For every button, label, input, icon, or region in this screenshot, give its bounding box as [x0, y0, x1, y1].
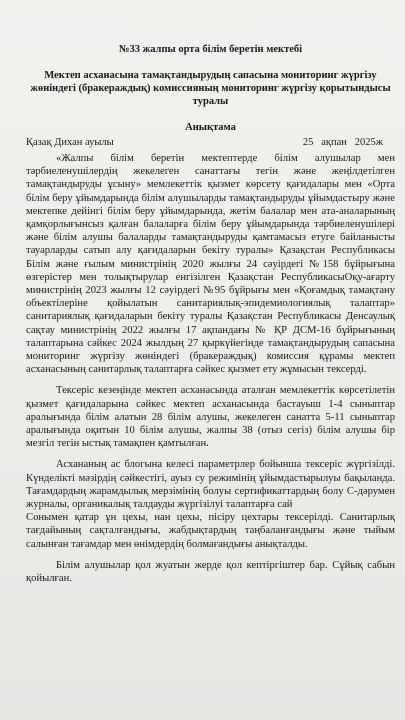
- paragraph-5: Білім алушылар қол жуатын жерде қол кептіргіштер бар. Сұйық сабын қойылған.: [26, 559, 395, 585]
- paragraph-4: Сонымен қатар ұн цехы, нан цехы, пісіру цехтары тексерілді. Санитарлық тағдайының сақталғандығы, жабдықтардың таңбаланғандығы және тыйым салынған тағамдар мен өнімдердің болмағандығы анықталды.: [26, 512, 395, 550]
- paragraph-3: Асхананың ас блогына келесі параметрлер бойынша тексеріс жүргізілді. Күнделікті мәзірдің сәйкестігі, ауыз су режимінің ұйымдастырылуы бақыланда. Тағамдардың жарамдылық мерзімінің болуы сертификаттардың болу С-дәрумен журналы, органикалық талдауды жүргізілуі талаптарға сай: [26, 459, 395, 511]
- place: Қазақ Дихан ауылы: [26, 137, 114, 148]
- date: 25 ақпан 2025ж: [302, 137, 383, 148]
- school-name: №33 жалпы орта білім беретін мектебі: [118, 44, 303, 55]
- place-date-line: [26, 137, 383, 148]
- document-subject: Мектеп асханасына тамақтандырудың сапасына мониторинг жүргізу жөніндегі (бракераждық) комиссияның мониторинг жүргізу қорытындысы туралы: [30, 70, 391, 107]
- document-body: [26, 152, 395, 585]
- paragraph-2: Тексеріс кезеңінде мектеп асханасында аталған мемлекеттік көрсетілетін қызмет қағидаларына сәйкес мектеп асханасында бастауыш 1-4 сыныптар аралығында білім алатын 28 білім алушы, жекелеген санатта 5-11 сыныптар аралығында оқитын 10 білім алушы, жалпы 38 (отыз сегіз) білім алушы бір мезгіл тегін ыстық тамақпен қамтылған.: [26, 385, 395, 450]
- paragraph-1: «Жалпы білім беретін мектептерде білім алушылар мен тәрбиеленушілердің жекелеген санаттағы тегін және жеңілдетілген тамақтандыруды ұсыну» мемлекеттік қызмет көрсету қағидалары мен «Орта білім беру ұйымдарында білім алушыларды тамақтандыруды ұйымдастыру және мектепке дейінгі білім беру ұйымдарында, жетім балалар мен ата-аналарының қамқорлығынсыз қалған балаларға білім беру ұйымдарында тәрбиеленушілері және білім алушы балаларды тамақтандыруды қамтамасыз етуге байланысты тауарларды сатып алу қағидаларын бекіту туралы» Қазақстан Республикасы Білім және ғылым министрінің 2020 жылғы 24 сәуірдегі №158 бұйрығына өзгерістер мен толықтырулар енгізілген Қазақстан РеспубликасыОқу-ағарту министрінің 2023 жылғы 12 сәуірдегі №95 бұйрығы мен «Қоғамдық тамақтану объектілеріне қойылатын санитариялық-эпидемиологиялық талаптар» санитариялық қағидаларын бекіту туралы Қазақстан Республикасы Денсаулық сақтау министрінің 2022 жылғы 17 ақпандағы № ҚР ДСМ-16 бұйрығының талаптарына сәйкес 2024 жылдың 27 қыркүйегінде тамақтандырудың сапасына мониторинг жүргізу жөніндегі (бракераждық) комиссия құрамы мектеп асханасының санитарлық талаптарға сәйкес қызмет ету жұмысын тексерді.: [26, 153, 395, 376]
- document-type: Анықтама: [185, 122, 236, 133]
